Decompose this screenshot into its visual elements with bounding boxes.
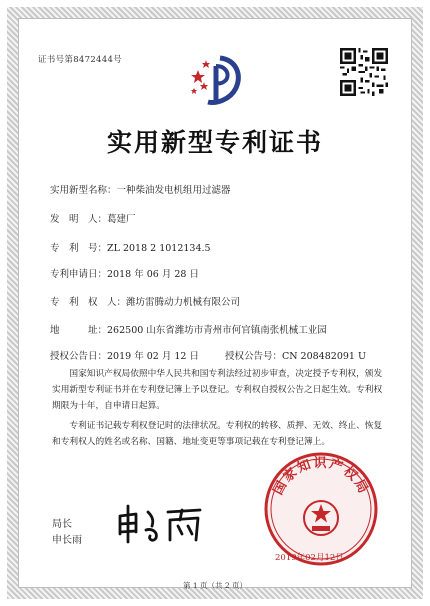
grant-date: 授权公告日：2019 年 02 月 12 日 <box>50 351 199 362</box>
field-address <box>50 322 327 336</box>
field-patentee <box>50 294 240 308</box>
grant-info <box>50 348 366 362</box>
qr-code-icon <box>340 48 388 96</box>
field-label: 地 址： <box>50 325 108 336</box>
seal-text: 国家知识产权局 <box>270 456 372 498</box>
field-patent-number <box>50 240 211 254</box>
field-value: 一种柴油发电机组用过滤器 <box>116 185 231 196</box>
legal-status-note: 专利证书记载专利权登记时的法律状况。专利权的转移、质押、无效、终止、恢复和专利权人的姓名或名称、国籍、地址变更等事项记载在专利登记簿上。 <box>52 421 383 447</box>
grant-publication-number: 授权公告号：CN 208482091 U <box>224 351 366 362</box>
signatory-name: 申长雨 <box>52 535 82 546</box>
field-label: 实用新型名称： <box>50 185 117 196</box>
field-application-date <box>50 266 199 280</box>
field-value: 葛建厂 <box>107 214 136 225</box>
signatory-title: 局长 <box>52 519 72 530</box>
seal-date: 2019年02月12日 <box>275 553 344 563</box>
field-utility-model-name <box>50 182 231 196</box>
field-label: 专 利 号： <box>50 243 108 254</box>
grant-statement: 国家知识产权局依照中华人民共和国专利法经过初步审查，决定授予专利权，颁发实用新型专利证书并在专利登记簿上予以登记。专利权自授权公告之日起生效。专利权期限为十年，自申请日起算。 <box>52 369 383 411</box>
field-value: ZL 2018 2 1012134.5 <box>107 243 211 254</box>
field-value: 潍坊雷腾动力机械有限公司 <box>126 297 241 308</box>
certificate-title: 实用新型专利证书 <box>106 128 323 157</box>
certificate-number: 证书号第8472444号 <box>38 55 122 65</box>
field-label: 发 明 人： <box>50 214 108 225</box>
field-label: 专利申请日： <box>50 269 108 280</box>
cnipa-emblem-icon <box>186 52 246 108</box>
field-value: 262500 山东省潍坊市青州市何官镇南张机械工业园 <box>107 325 327 336</box>
field-label: 专 利 权 人： <box>50 297 127 308</box>
handwritten-signature <box>112 498 212 548</box>
page-footer: 第 1 页（共 2 页） <box>182 581 248 590</box>
field-inventor <box>50 211 136 225</box>
field-value: 2018 年 06 月 28 日 <box>107 269 199 280</box>
